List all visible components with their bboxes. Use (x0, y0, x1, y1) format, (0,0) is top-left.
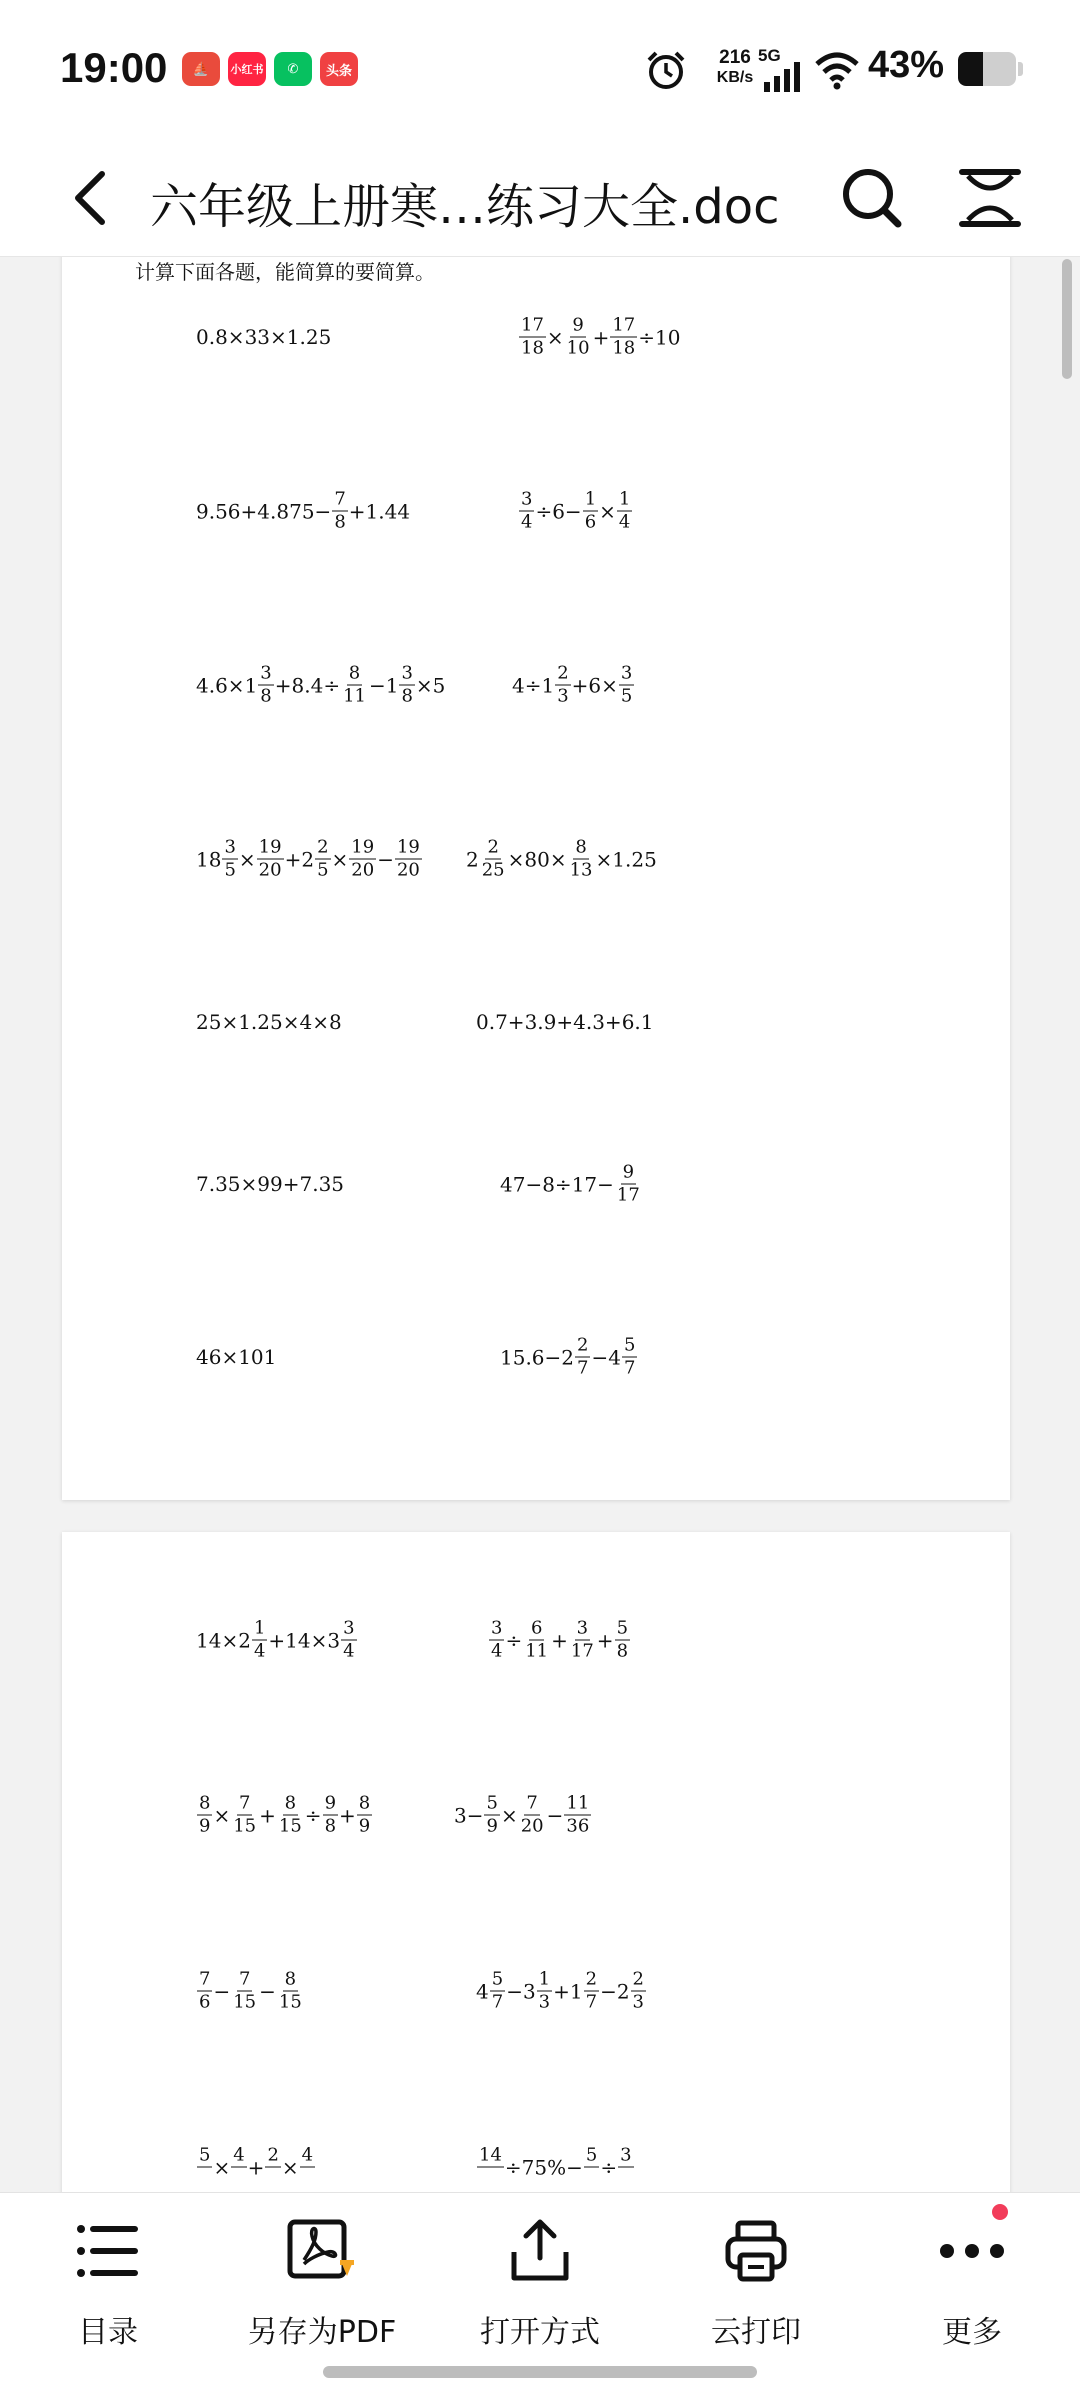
denominator: 15 (233, 1991, 257, 2013)
status-time: 19:00 (60, 44, 168, 91)
expr-text: 7.35×99+7.35 (196, 1172, 345, 1196)
fraction (537, 1969, 552, 2014)
cloud-print-button[interactable] (656, 2211, 856, 2361)
fraction (569, 1618, 596, 1663)
expr-text: × (546, 325, 564, 349)
fraction (519, 1793, 546, 1838)
numerator: 2 (267, 2144, 279, 2166)
fraction (332, 489, 347, 534)
expr-text: ÷6− (535, 499, 582, 523)
denominator: 18 (612, 337, 636, 359)
fraction (489, 1618, 504, 1663)
numerator: 2 (317, 836, 329, 858)
problem-left (196, 1172, 344, 1196)
denominator: 11 (343, 685, 366, 707)
expr-text: − (213, 1979, 231, 2003)
denominator: 5 (224, 859, 236, 881)
expr-text: − (259, 1979, 276, 2003)
problem-left (196, 837, 423, 882)
fraction (565, 315, 592, 360)
denominator: 4 (343, 1640, 355, 1662)
expr-text: ÷ (600, 2155, 618, 2179)
numerator: 3 (576, 1617, 589, 1639)
denominator: 8 (334, 511, 346, 533)
numerator: 7 (238, 1968, 251, 1990)
pdf-icon (286, 2218, 358, 2284)
numerator: 6 (530, 1617, 543, 1639)
numerator: 7 (238, 1792, 251, 1814)
fraction (357, 1793, 372, 1838)
fraction (490, 1969, 505, 2014)
denominator: 8 (260, 685, 272, 707)
expr-text: + (592, 325, 610, 349)
expr-text: 15.6−2 (500, 1345, 575, 1369)
expr-text: − (546, 1803, 564, 1827)
expr-text: ÷ (304, 1803, 322, 1827)
numerator: 1 (618, 488, 631, 510)
fraction (519, 315, 546, 360)
search-icon (834, 160, 910, 236)
numerator: 5 (623, 1334, 636, 1356)
denominator (486, 2168, 496, 2190)
document-heading: 计算下面各题，能简算的要简算。 (135, 259, 435, 284)
expr-text: 18 (196, 847, 222, 871)
numerator: 19 (351, 836, 375, 858)
alarm-icon (644, 48, 688, 92)
denominator: 3 (557, 685, 569, 707)
numerator: 1 (538, 1968, 551, 1990)
denominator: 20 (396, 859, 420, 881)
numerator: 5 (486, 1792, 498, 1814)
printer-icon (724, 2219, 788, 2283)
fraction (300, 2145, 315, 2190)
signal-icon (764, 62, 802, 92)
back-arrow-icon (56, 162, 128, 234)
problem-right (488, 1618, 631, 1663)
fraction (519, 489, 534, 534)
search-button[interactable] (834, 160, 910, 236)
fraction (315, 837, 330, 882)
fraction (480, 837, 507, 882)
numerator: 7 (526, 1792, 538, 1814)
expr-text: −1 (368, 673, 399, 697)
problem-left (196, 2145, 316, 2190)
title-bar (0, 140, 1080, 257)
expr-text: 3− (454, 1803, 484, 1827)
denominator (200, 2168, 210, 2190)
fraction (618, 2145, 633, 2190)
toc-button[interactable] (8, 2211, 208, 2361)
numerator: 3 (224, 836, 236, 858)
numerator: 9 (572, 314, 584, 336)
numerator: 5 (491, 1968, 504, 1990)
expr-text: +1.44 (348, 499, 411, 523)
fraction (222, 837, 237, 882)
denominator (587, 2168, 597, 2190)
numerator: 3 (620, 2144, 632, 2166)
denominator: 15 (278, 1991, 302, 2013)
expr-text: × (281, 2155, 299, 2179)
fraction (265, 2145, 280, 2190)
denominator: 17 (570, 1640, 594, 1662)
fraction (619, 663, 634, 708)
denominator: 5 (317, 859, 329, 881)
expr-text: −3 (506, 1979, 536, 2003)
fraction (197, 1969, 212, 2014)
denominator: 6 (199, 1991, 211, 2013)
expr-text: −4 (591, 1345, 621, 1369)
problem-right (476, 2145, 635, 2190)
status-bar (0, 0, 1080, 140)
fraction (484, 1793, 499, 1838)
problem-left (196, 1969, 305, 2014)
denominator: 7 (491, 1991, 504, 2013)
expr-text: −2 (600, 1979, 630, 2003)
notification-dot (992, 2204, 1008, 2220)
fit-width-button[interactable] (952, 160, 1028, 236)
fraction (323, 1793, 338, 1838)
expr-text: +2 (284, 847, 315, 871)
fraction (277, 1969, 304, 2014)
numerator: 3 (260, 662, 272, 684)
denominator: 13 (569, 859, 593, 881)
denominator (268, 2168, 278, 2190)
expr-text: × (331, 847, 349, 871)
denominator: 7 (623, 1357, 636, 1379)
fraction (622, 1335, 637, 1380)
scrollbar-thumb[interactable] (1062, 259, 1072, 379)
share-icon (508, 2218, 572, 2284)
network-speed-unit: KB/s (716, 69, 754, 86)
expr-text: + (596, 1628, 614, 1652)
denominator: 9 (358, 1815, 371, 1837)
numerator: 8 (284, 1792, 297, 1814)
denominator: 3 (538, 1991, 551, 2013)
expr-text: 47−8÷17− (500, 1172, 614, 1196)
back-button[interactable] (56, 162, 128, 234)
denominator: 15 (278, 1815, 302, 1837)
denominator: 17 (616, 1184, 640, 1206)
problem-right (518, 315, 680, 360)
wifi-icon (814, 52, 860, 90)
more-icon (937, 2241, 1007, 2261)
save-as-pdf-label: 另存为PDF (247, 2315, 397, 2350)
numerator: 2 (487, 836, 499, 858)
problem-right (466, 837, 657, 882)
expr-text: 4÷1 (512, 673, 555, 697)
fraction (257, 837, 284, 882)
numerator: 19 (258, 836, 282, 858)
numerator: 7 (199, 1968, 211, 1990)
fraction (477, 2145, 504, 2190)
fraction (349, 837, 376, 882)
expr-text: ×80× (507, 847, 567, 871)
fraction (615, 1162, 642, 1207)
numerator: 17 (521, 314, 544, 336)
expr-text: 46×101 (196, 1345, 277, 1369)
denominator: 10 (566, 337, 590, 359)
open-with-button[interactable] (440, 2211, 640, 2361)
problem-left (196, 1618, 358, 1663)
numerator: 9 (622, 1161, 635, 1183)
expr-text: ×1.25 (595, 847, 657, 871)
fit-width-icon (952, 160, 1028, 236)
expr-text: 4 (476, 1979, 489, 2003)
problem-left (196, 1345, 276, 1369)
xiaohongshu-app-icon: 小红书 (228, 52, 266, 86)
save-as-pdf-button[interactable] (222, 2211, 422, 2361)
denominator: 11 (525, 1640, 549, 1662)
fraction (399, 663, 414, 708)
battery-nub (1018, 62, 1023, 76)
battery-icon (958, 52, 1016, 86)
problem-right (500, 1162, 643, 1207)
fraction (277, 1793, 304, 1838)
toc-label: 目录 (78, 2315, 138, 2350)
fraction (252, 1618, 267, 1663)
denominator: 15 (233, 1815, 257, 1837)
expr-text: × (500, 1803, 518, 1827)
denominator: 8 (616, 1640, 629, 1662)
battery-percent: 43% (868, 44, 945, 86)
battery-fill (958, 52, 983, 86)
denominator: 25 (481, 859, 505, 881)
numerator: 17 (612, 314, 636, 336)
fraction (575, 1335, 590, 1380)
denominator: 7 (577, 1357, 589, 1379)
fraction (583, 489, 598, 534)
problem-right (518, 489, 633, 534)
expr-text: ÷10 (638, 325, 681, 349)
expr-text: 4.6×1 (196, 673, 258, 697)
fraction (197, 1793, 212, 1838)
numerator: 7 (334, 488, 346, 510)
numerator: 5 (199, 2144, 211, 2166)
home-indicator[interactable] (323, 2366, 757, 2378)
expr-text: 9.56+4.875− (196, 499, 332, 523)
denominator: 20 (351, 859, 375, 881)
fraction (584, 1969, 599, 2014)
fraction (610, 315, 637, 360)
more-label: 更多 (942, 2315, 1002, 2350)
expr-text: 0.7+3.9+4.3+6.1 (476, 1010, 654, 1034)
shop-app-icon: ⛵ (182, 52, 220, 86)
denominator: 8 (324, 1815, 337, 1837)
expr-text: + (339, 1803, 356, 1827)
fraction (395, 837, 422, 882)
numerator: 3 (491, 1617, 503, 1639)
fraction (341, 1618, 356, 1663)
numerator: 8 (348, 662, 361, 684)
fraction (555, 663, 570, 708)
expr-text: × (213, 2155, 231, 2179)
problem-left (196, 325, 331, 349)
fraction (631, 1969, 646, 2014)
network-type: 5G (758, 46, 781, 65)
problem-left (196, 1793, 373, 1838)
denominator: 4 (618, 511, 631, 533)
problem-right (512, 663, 635, 708)
fraction (197, 2145, 212, 2190)
problem-left (196, 1010, 342, 1034)
problem-right (454, 1793, 592, 1838)
fraction (231, 1793, 258, 1838)
denominator: 36 (566, 1815, 590, 1837)
denominator: 6 (584, 511, 597, 533)
expr-text: +6× (571, 673, 618, 697)
cloud-print-label: 云打印 (711, 2315, 801, 2350)
denominator: 20 (520, 1815, 544, 1837)
numerator: 19 (396, 836, 420, 858)
fraction (615, 1618, 630, 1663)
expr-text: +1 (553, 1979, 583, 2003)
network-speed-value: 216 (719, 47, 751, 68)
numerator: 4 (233, 2144, 245, 2166)
denominator: 20 (258, 859, 282, 881)
numerator: 14 (479, 2144, 502, 2166)
toutiao-app-icon: 头条 (320, 52, 358, 86)
denominator (303, 2168, 313, 2190)
list-icon (76, 2223, 140, 2279)
expr-text: + (247, 2155, 265, 2179)
numerator: 8 (575, 836, 587, 858)
numerator: 8 (284, 1968, 297, 1990)
numerator: 2 (585, 1968, 598, 1990)
expr-text: ÷75%− (504, 2155, 583, 2179)
expr-text: × (599, 499, 616, 523)
expr-text: × (213, 1803, 231, 1827)
wechat-app-icon: ✆ (274, 52, 312, 86)
document-title: 六年级上册寒…练习大全.doc (150, 179, 780, 235)
numerator: 8 (358, 1792, 371, 1814)
expr-text: ×5 (415, 673, 446, 697)
numerator: 1 (584, 488, 597, 510)
expr-text: 0.8×33×1.25 (196, 325, 332, 349)
denominator: 7 (585, 1991, 598, 2013)
numerator: 4 (301, 2144, 314, 2166)
expr-text: + (551, 1628, 568, 1652)
fraction (568, 837, 595, 882)
denominator (234, 2168, 244, 2190)
document-viewer[interactable] (0, 257, 1080, 2192)
denominator: 3 (632, 1991, 644, 2013)
numerator: 2 (557, 662, 569, 684)
problem-left (196, 489, 410, 534)
problem-right (476, 1969, 647, 2014)
numerator: 3 (401, 662, 413, 684)
problem-right (500, 1335, 638, 1380)
numerator: 3 (343, 1617, 355, 1639)
numerator: 3 (521, 488, 533, 510)
fraction (341, 663, 368, 708)
numerator: 2 (632, 1968, 644, 1990)
expr-text: 25×1.25×4×8 (196, 1010, 342, 1034)
denominator: 18 (521, 337, 544, 359)
expr-text: +14×3 (268, 1628, 341, 1652)
numerator: 1 (253, 1617, 266, 1639)
expr-text: − (377, 847, 394, 871)
denominator: 8 (401, 685, 413, 707)
fraction (231, 1969, 258, 2014)
numerator: 5 (616, 1617, 629, 1639)
open-with-label: 打开方式 (480, 2315, 600, 2350)
expr-text: × (238, 847, 256, 871)
numerator: 5 (585, 2144, 598, 2166)
numerator: 3 (620, 662, 633, 684)
fraction (258, 663, 273, 708)
fraction (564, 1793, 591, 1838)
numerator: 8 (199, 1792, 211, 1814)
expr-text: 2 (466, 847, 479, 871)
denominator: 9 (486, 1815, 498, 1837)
numerator: 11 (566, 1792, 590, 1814)
expr-text: + (259, 1803, 276, 1827)
fraction (617, 489, 632, 534)
expr-text: ÷ (505, 1628, 523, 1652)
more-button[interactable] (872, 2211, 1072, 2361)
expr-text: 14×2 (196, 1628, 251, 1652)
denominator: 4 (521, 511, 533, 533)
denominator: 9 (199, 1815, 211, 1837)
fraction (584, 2145, 599, 2190)
problem-left (196, 663, 445, 708)
fraction (523, 1618, 550, 1663)
denominator: 4 (491, 1640, 503, 1662)
expr-text: +8.4÷ (274, 673, 341, 697)
fraction (231, 2145, 246, 2190)
denominator: 4 (253, 1640, 266, 1662)
denominator (621, 2168, 631, 2190)
numerator: 9 (324, 1792, 337, 1814)
problem-right (476, 1010, 654, 1034)
denominator: 5 (620, 685, 633, 707)
numerator: 2 (577, 1334, 589, 1356)
